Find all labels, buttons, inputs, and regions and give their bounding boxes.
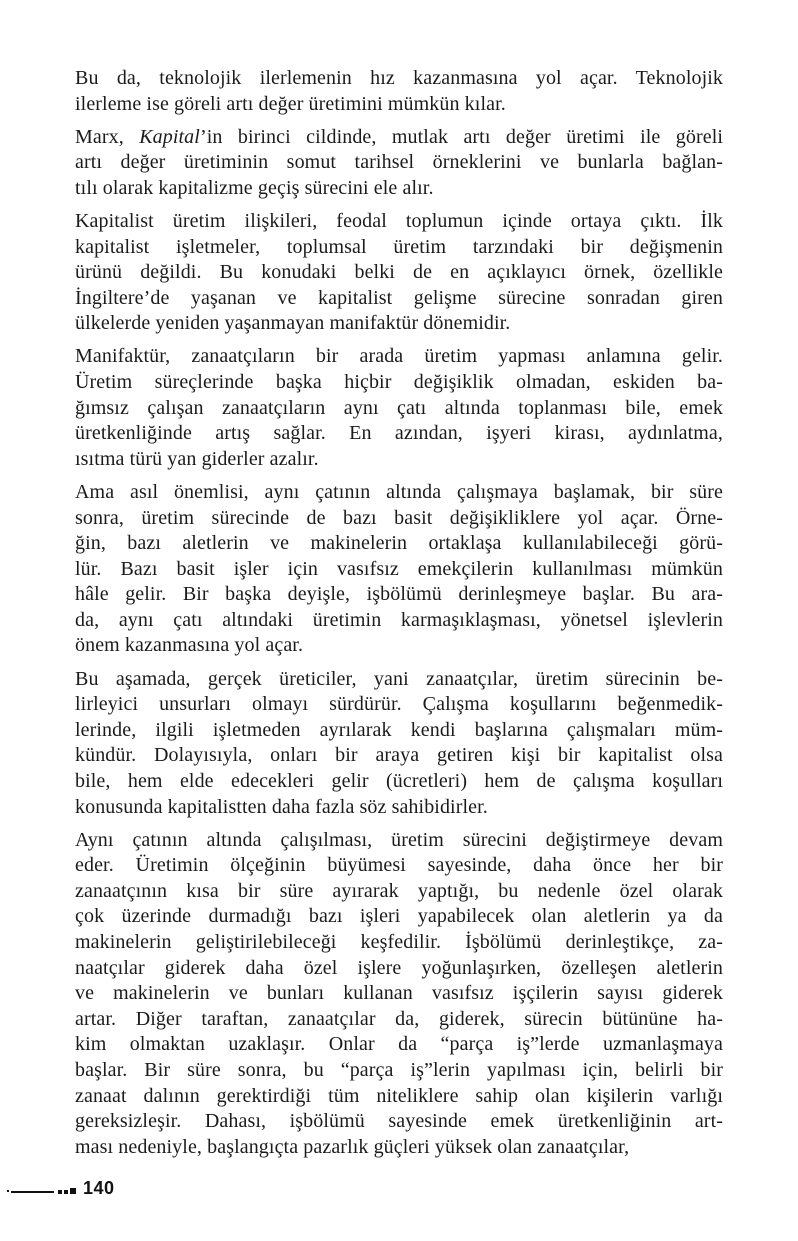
paragraph	[75, 66, 723, 117]
text-line: önem kazanmasına yol açar.	[75, 634, 304, 657]
text-line: lerinde, ilgili işletmeden ayrılarak kendi başlarına çalışmaları müm-	[75, 718, 723, 741]
text-line: gereksizleşir. Dahası, işbölümü sayesinde emek üretkenliğinin art-	[75, 1110, 723, 1133]
paragraph	[75, 667, 723, 821]
page-number: 140	[83, 1178, 115, 1198]
page-footer	[7, 1178, 115, 1198]
paragraph	[75, 480, 723, 659]
body-text	[75, 66, 723, 1168]
text-line: artı değer üretiminin somut tarihsel örneklerini ve bunlarla bağlan-	[75, 151, 723, 174]
text-line: ve makinelerin ve bunları kullanan vasıfsız işçilerin sayısı giderek	[75, 982, 723, 1005]
text-line: naatçılar giderek daha özel işlere yoğunlaşırken, özelleşen aletlerin	[75, 956, 723, 979]
footer-square-small-1	[58, 1190, 62, 1194]
text-line: zanaatçının kısa bir süre ayırarak yaptığı, bu nedenle özel olarak	[75, 879, 723, 902]
text-line: sonra, üretim sürecinde de bazı basit değişikliklere yol açar. Örne-	[75, 506, 723, 529]
paragraph	[75, 125, 723, 202]
text-line: da, aynı çatı altındaki üretimin karmaşıklaşması, yönetsel işlevlerin	[75, 608, 723, 631]
footer-rule-ornament	[11, 1191, 54, 1194]
text-line: ülkelerde yeniden yaşanmayan manifaktür dönemidir.	[75, 312, 511, 335]
text-line: kündür. Dolayısıyla, onları bir araya getiren kişi bir kapitalist olsa	[75, 744, 723, 767]
text-line: makinelerin geliştirilebileceği keşfedilir. İşbölümü derinleştikçe, za-	[75, 931, 723, 953]
footer-square-small-2	[64, 1190, 68, 1194]
text-line: artar. Diğer taraftan, zanaatçılar da, giderek, sürecin bütününe ha-	[75, 1007, 723, 1030]
text-line: ısıtma türü yan giderler azalır.	[75, 447, 319, 470]
text-line: Marx, Kapital’in birinci cildinde, mutlak artı değer üretimi ile göreli	[75, 125, 724, 148]
text-line: ğin, bazı aletlerin ve makinelerin ortaklaşa kullanılabileceği görü-	[75, 532, 723, 555]
footer-dot-ornament	[7, 1190, 9, 1192]
text-line: tılı olarak kapitalizme geçiş sürecini ele alır.	[75, 176, 434, 199]
text-line: üretkenliğinde artış sağlar. En azından, işyeri kirası, aydınlatma,	[75, 422, 723, 445]
text-line: Ama asıl önemlisi, aynı çatının altında çalışmaya başlamak, bir süre	[75, 480, 723, 503]
text-line: Kapitalist üretim ilişkileri, feodal toplumun içinde ortaya çıktı. İlk	[75, 209, 723, 232]
text-line: kapitalist işletmeler, toplumsal üretim tarzındaki bir değişmenin	[75, 235, 723, 258]
footer-square-large	[70, 1188, 76, 1194]
paragraph	[75, 344, 723, 472]
text-line: zanaat dalının gerektirdiği tüm niteliklere sahip olan kişilerin varlığı	[75, 1084, 723, 1107]
text-line: konusunda kapitalistten daha fazla söz sahibidirler.	[75, 795, 488, 818]
text-line: hâle gelir. Bir başka deyişle, işbölümü derinleşmeye başlar. Bu ara-	[75, 583, 723, 606]
text-line: bile, hem elde edecekleri gelir (ücretleri) hem de çalışma koşulları	[75, 769, 723, 792]
text-line: ürünü değildi. Bu konudaki belki de en açıklayıcı örnek, özellikle	[75, 261, 723, 284]
text-line: başlar. Bir süre sonra, bu “parça iş”lerin yapılması için, belirli bir	[75, 1058, 723, 1081]
text-line: ilerleme ise göreli artı değer üretimini mümkün kılar.	[75, 92, 506, 115]
text-line: çok üzerinde durmadığı bazı işleri yapabilecek olan aletlerin ya da	[75, 905, 723, 928]
text-line: Üretim süreçlerinde başka hiçbir değişiklik olmadan, eskiden ba-	[75, 371, 723, 394]
text-line: eder. Üretimin ölçeğinin büyümesi sayesinde, daha önce her bir	[75, 854, 723, 877]
text-line: Bu da, teknolojik ilerlemenin hız kazanmasına yol açar. Teknolojik	[75, 67, 723, 89]
paragraph	[75, 209, 723, 337]
text-line: İngiltere’de yaşanan ve kapitalist gelişme sürecine sonradan giren	[75, 286, 723, 309]
text-line: Aynı çatının altında çalışılması, üretim sürecini değiştirmeye devam	[75, 828, 723, 851]
text-line: ğımsız çalışan zanaatçıların aynı çatı altında toplanması bile, emek	[75, 396, 723, 419]
text-line: Manifaktür, zanaatçıların bir arada üretim yapması anlamına gelir.	[75, 345, 723, 368]
text-line: lirleyici unsurları olmayı sürdürür. Çalışma koşullarını beğenmedik-	[75, 693, 723, 716]
text-line: lür. Bazı basit işler için vasıfsız emekçilerin kullanılması mümkün	[75, 557, 723, 580]
paragraph	[75, 828, 723, 1161]
text-line: kim olmaktan uzaklaşır. Onlar da “parça iş”lerde uzmanlaşmaya	[75, 1033, 723, 1056]
text-line: Bu aşamada, gerçek üreticiler, yani zanaatçılar, üretim sürecinin be-	[75, 667, 723, 690]
text-line: ması nedeniyle, başlangıçta pazarlık güçleri yüksek olan zanaatçılar,	[75, 1135, 630, 1158]
